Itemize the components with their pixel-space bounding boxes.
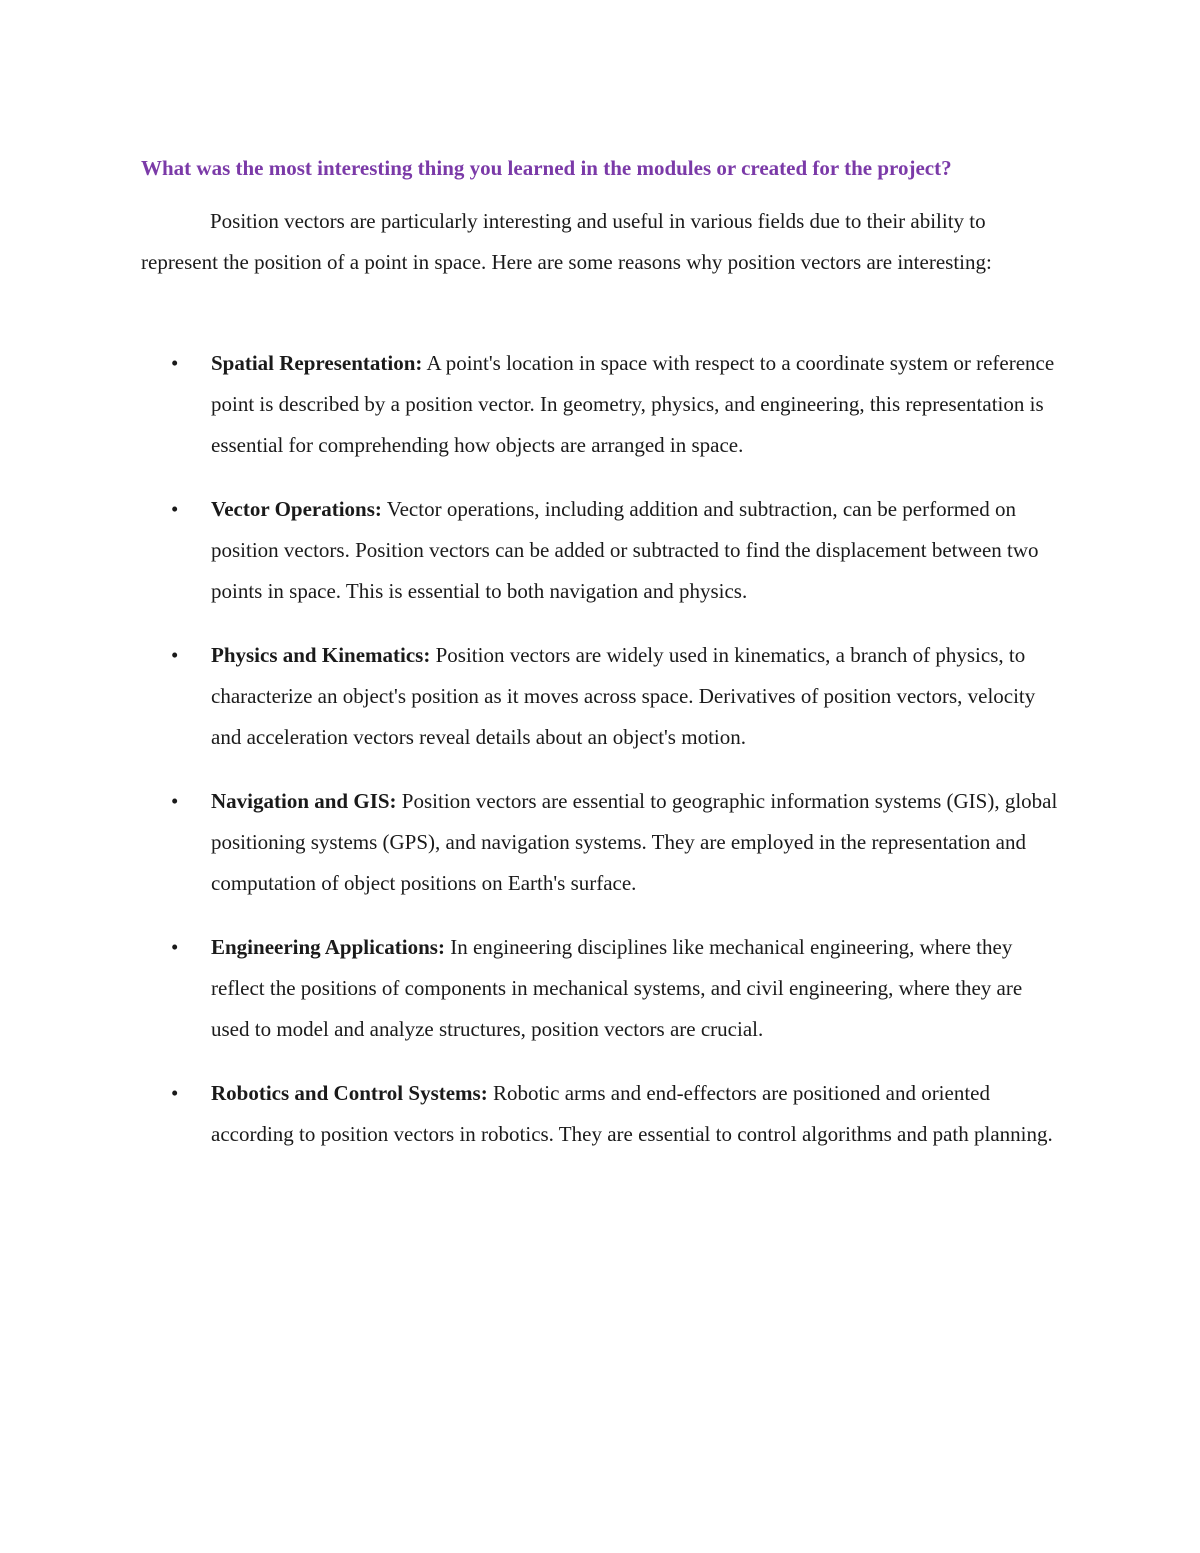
list-item-text: Position vectors are widely used in kinematics, a branch of physics, to characterize an object's position as it moves across space. Derivatives of position vectors, velocity and acceleration vectors reveal details about an object's motion. [211,643,1036,749]
list-item-text: Vector operations, including addition and subtraction, can be performed on position vectors. Position vectors can be added or subtracted to find the displacement between two points in space. This is essential to both navigation and physics. [211,497,1039,603]
list-item-body [211,1073,1063,1155]
list-item-term: Robotics and Control Systems: [211,1081,488,1105]
list-item-body [211,489,1063,612]
intro-paragraph: Position vectors are particularly interesting and useful in various fields due to their ability to represent the position of a point in space. Here are some reasons why position vectors are interesting: [141,209,992,274]
list-item [0,1073,1200,1155]
list-item-term: Vector Operations: [211,497,382,521]
bullet-icon: • [171,643,179,667]
bullet-icon: • [171,1081,179,1105]
bullet-icon: • [171,497,179,521]
list-item [0,343,1200,466]
list-item [0,781,1200,904]
list-item-body [211,635,1063,758]
list-item-term: Spatial Representation: [211,351,423,375]
list-item-text: Position vectors are essential to geographic information systems (GIS), global positioning systems (GPS), and navigation systems. They are employed in the representation and computation of object positions on Earth's surface. [211,789,1058,895]
list-item-term: Engineering Applications: [211,935,445,959]
bullet-icon: • [171,351,179,375]
list-item [0,489,1200,612]
list-item-text: A point's location in space with respect to a coordinate system or reference point is described by a position vector. In geometry, physics, and engineering, this representation is essential for comprehending how objects are arranged in space. [211,351,1055,457]
list-item [0,927,1200,1050]
list-item-term: Physics and Kinematics: [211,643,431,667]
list-item [0,635,1200,758]
bullet-icon: • [171,935,179,959]
list-item-text: In engineering disciplines like mechanical engineering, where they reflect the positions of components in mechanical systems, and civil engineering, where they are used to model and analyze structures, position vectors are crucial. [211,935,1023,1041]
list-item-body [211,343,1063,466]
bullet-icon: • [171,789,179,813]
question-heading: What was the most interesting thing you learned in the modules or created for the project? [141,156,952,180]
reasons-list [0,343,1200,1178]
list-item-text: Robotic arms and end-effectors are positioned and oriented according to position vectors in robotics. They are essential to control algorithms and path planning. [211,1081,1053,1146]
list-item-body [211,781,1063,904]
list-item-body [211,927,1063,1050]
list-item-term: Navigation and GIS: [211,789,397,813]
